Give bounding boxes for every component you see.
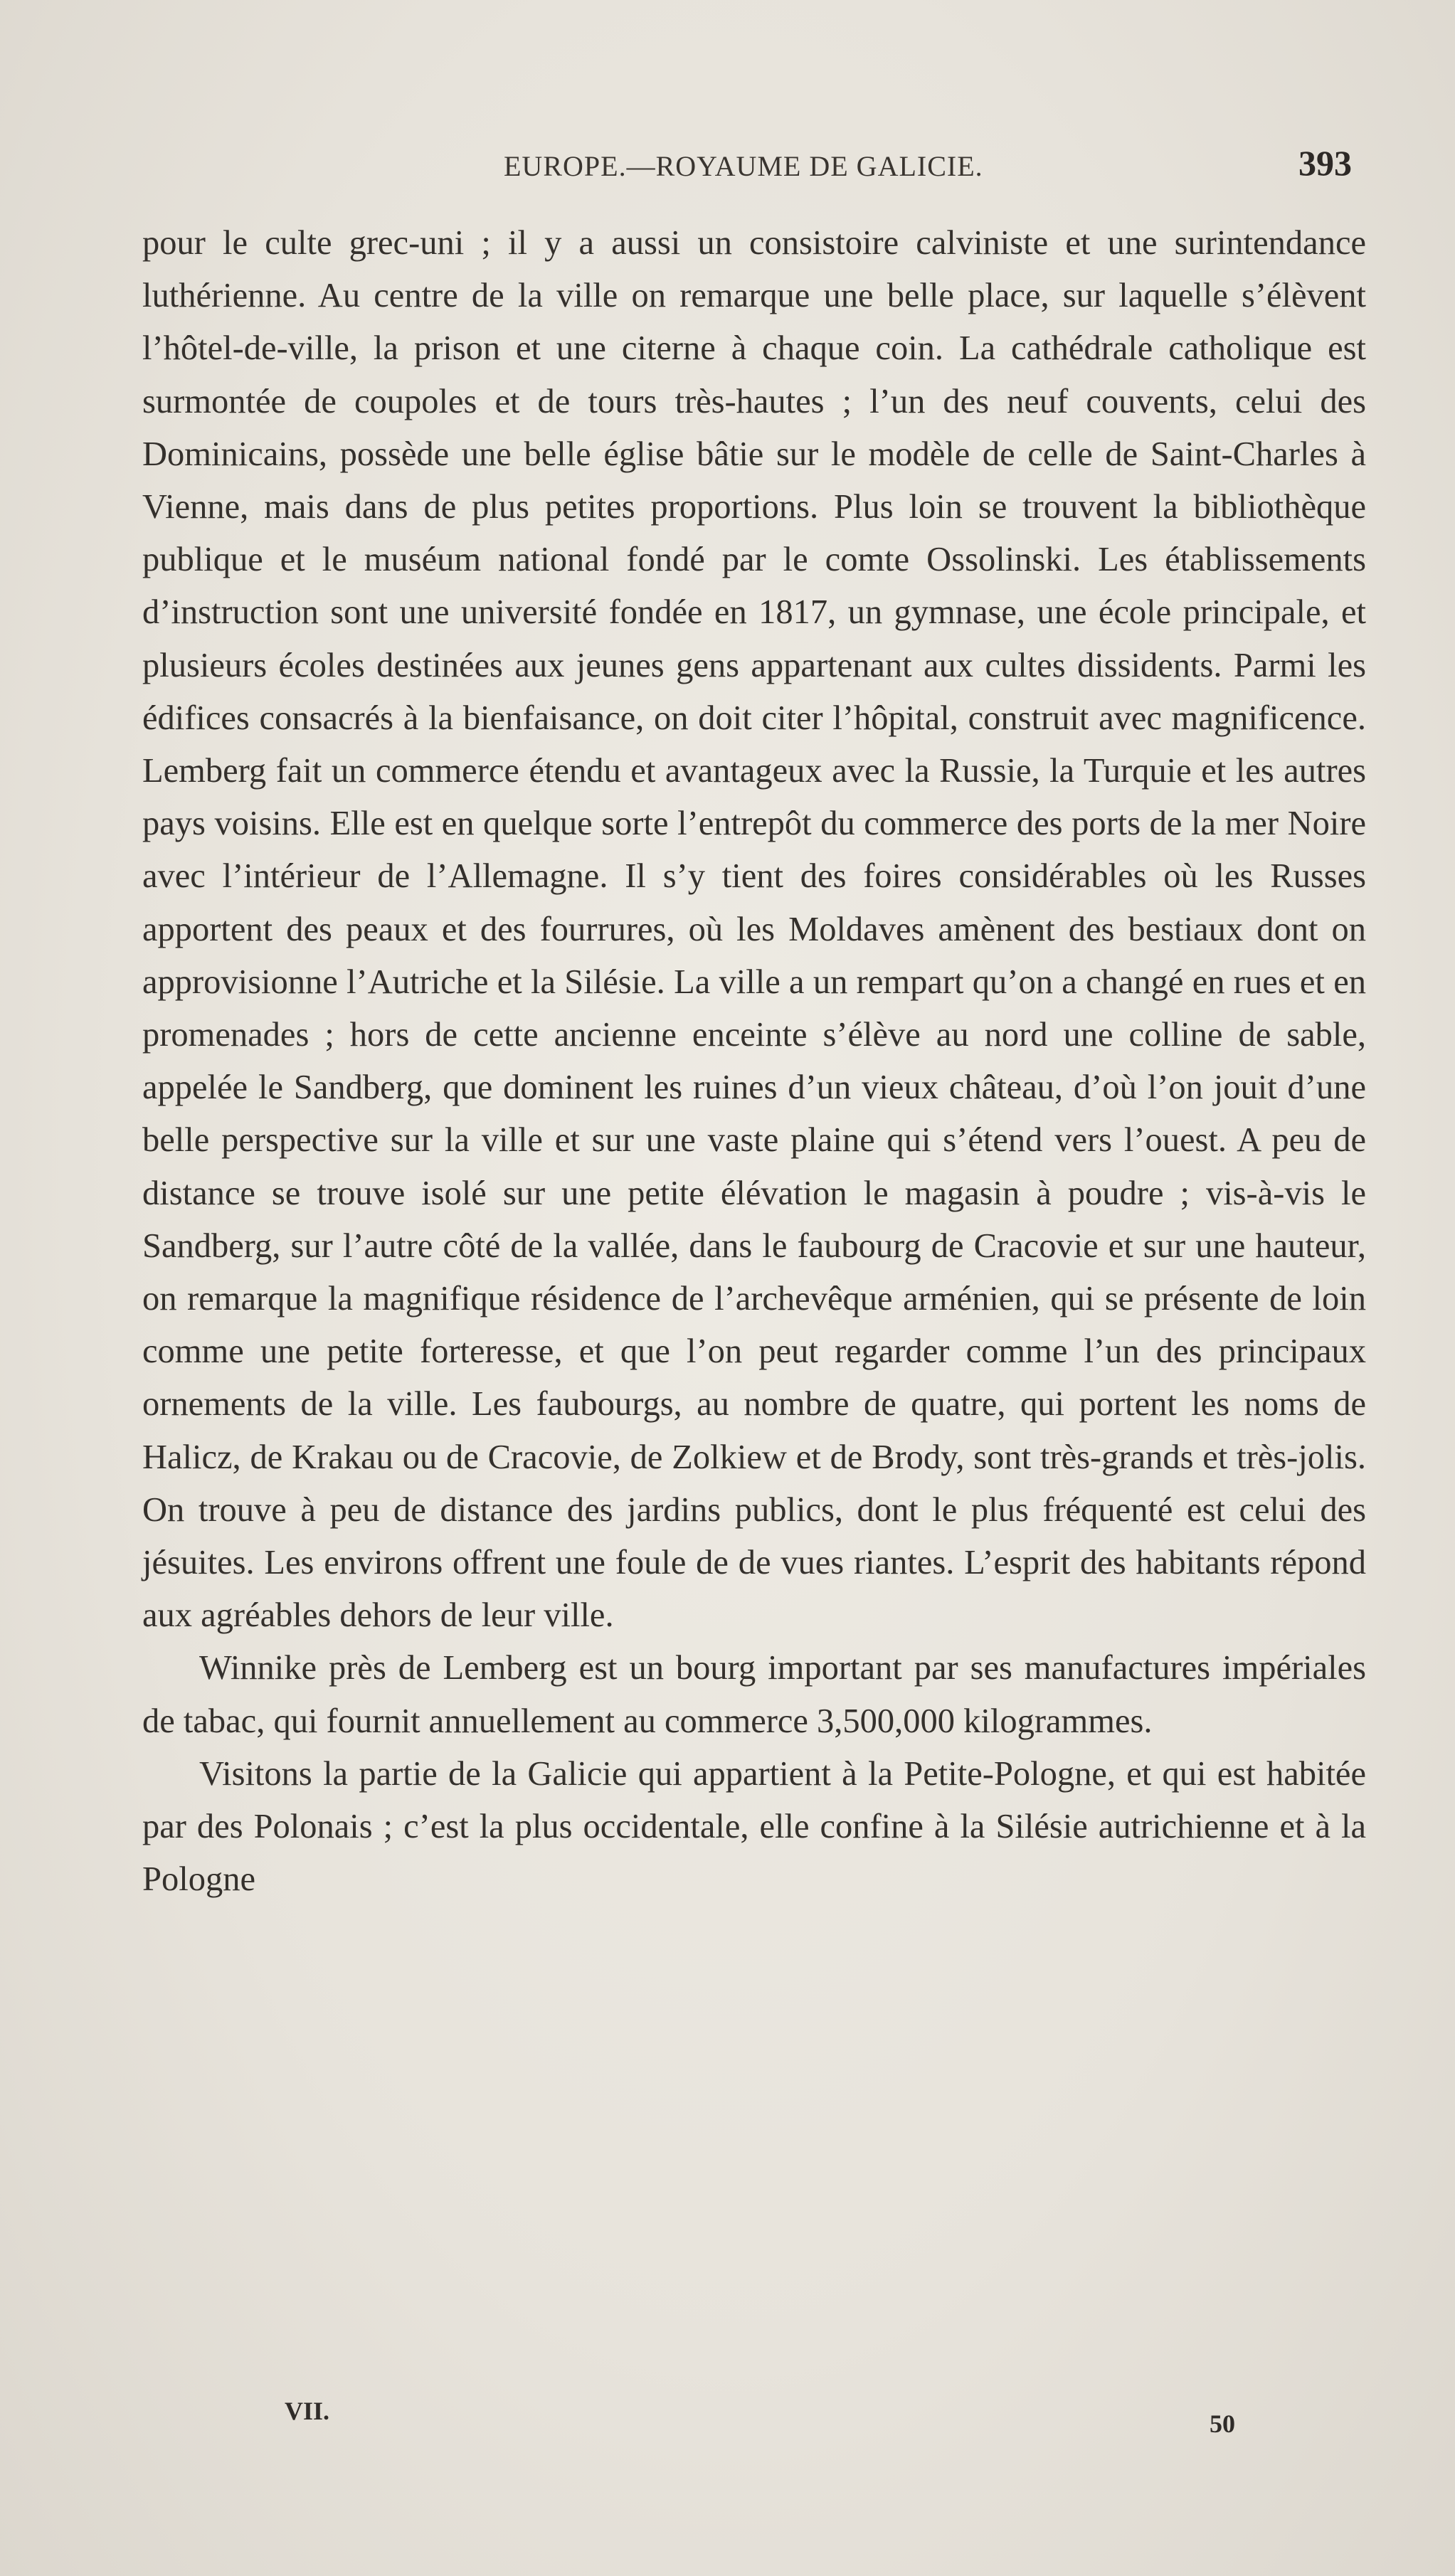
running-head: EUROPE.—ROYAUME DE GALICIE. <box>504 150 983 182</box>
page-number: 393 <box>1298 143 1352 183</box>
paragraph-petite-pologne: Visitons la partie de la Galicie qui appartient à la Petite-Pologne, et qui est habitée par des Polonais ; c’est la plus occidentale, elle confine à la Silésie autrichienne et à la Pologne <box>142 1754 1366 1899</box>
sheet-number: 50 <box>1210 2410 1235 2438</box>
paragraph-winnike: Winnike près de Lemberg est un bourg important par ses manufactures impériales de tabac, qui fournit annuellement au commerce 3,500,000 kilogrammes. <box>142 1649 1366 1740</box>
page-footer <box>142 2396 1366 2439</box>
page-header <box>142 142 1352 192</box>
paragraph-lemberg: pour le culte grec-uni ; il y a aussi un consistoire calviniste et une surintendance luthérienne. Au centre de la ville on remarque une belle place, sur laquelle s’élèvent l’hôtel-de-ville, la prison et une citerne à chaque coin. La cathédrale catholique est surmontée de coupoles et de tours très-hautes ; l’un des neuf couvents, celui des Dominicains, possède une belle église bâtie sur le modèle de celle de Saint-Charles à Vienne, mais dans de plus petites proportions. Plus loin se trouvent la bibliothèque publique et le muséum national fondé par le comte Ossolinski. Les établissements d’instruction sont une université fondée en 1817, un gymnase, une école principale, et plusieurs écoles destinées aux jeunes gens appartenant aux cultes dissidents. Parmi les édifices consacrés à la bienfaisance, on doit citer l’hôpital, construit avec magnificence. Lemberg fait un commerce étendu et avantageux avec la Russie, la Turquie et les autres pays voisins. Elle est en quelque sorte l’entrepôt du commerce des ports de la mer Noire avec l’intérieur de l’Allemagne. Il s’y tient des foires considérables où les Russes apportent des peaux et des fourrures, où les Moldaves amènent des bestiaux dont on approvisionne l’Autriche et la Silésie. La ville a un rempart qu’on a changé en rues et en promenades ; hors de cette ancienne enceinte s’élève au nord une colline de sable, appelée le Sandberg, que dominent les ruines d’un vieux château, d’où l’on jouit d’une belle perspective sur la ville et sur une vaste plaine qui s’étend vers l’ouest. A peu de distance se trouve isolé sur une petite élévation le magasin à poudre ; vis-à-vis le Sandberg, sur l’autre côté de la vallée, dans le faubourg de Cracovie et sur une hauteur, on remarque la magnifique résidence de l’archevêque arménien, qui se présente de loin comme une petite forteresse, et que l’on peut regarder comme l’un des principaux ornements de la ville. Les faubourgs, au nombre de quatre, qui portent les noms de Halicz, de Krakau ou de Cracovie, de Zolkiew et de Brody, sont très-grands et très-jolis. On trouve à peu de distance des jardins publics, dont le plus fréquenté est celui des jésuites. Les environs offrent une foule de de vues riantes. L’esprit des habitants répond aux agréables dehors de leur ville. <box>142 224 1366 1635</box>
body-text <box>142 217 1366 1907</box>
signature-mark: VII. <box>285 2397 330 2425</box>
